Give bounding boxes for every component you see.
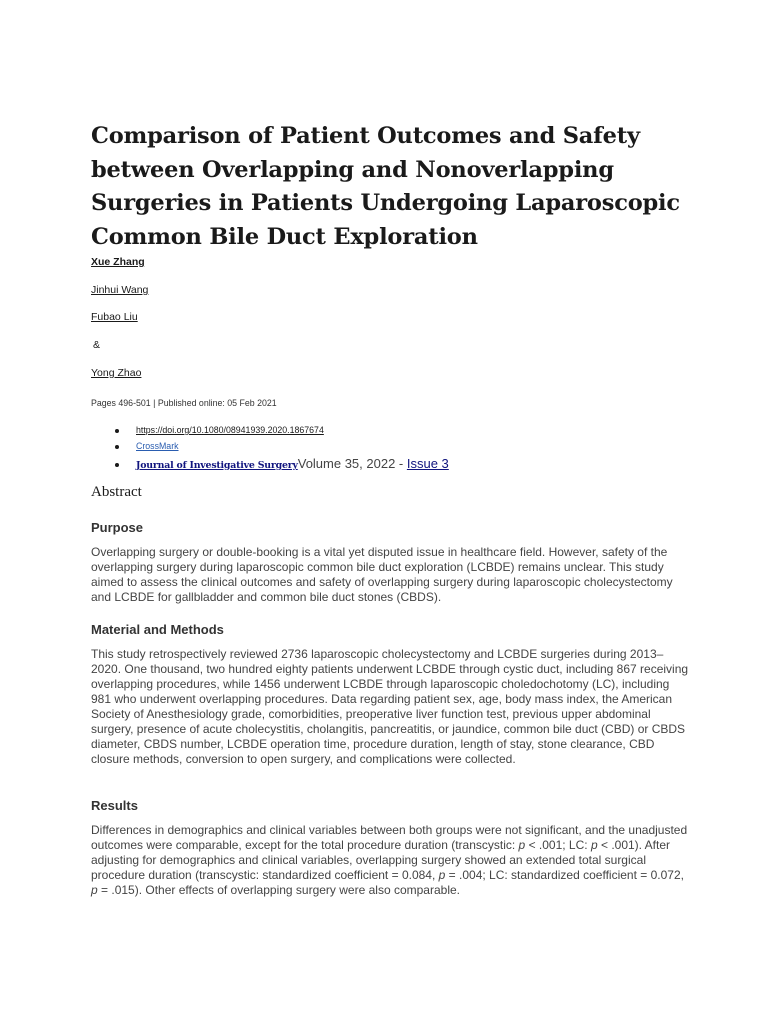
issue-link[interactable]: Issue 3 (406, 456, 449, 471)
author-link-fubao-liu[interactable]: Fubao Liu (91, 311, 138, 323)
methods-text: This study retrospectively reviewed 2736 laparoscopic cholecystectomy and LCBDE surgeries during 2013–2020. One thousand, two hundred eighty patients underwent LCBDE through cystic duct, including 867 receiving overlapping procedures, while 1456 underwent LCBDE through laparoscopic choledochotomy (LC), including 981 who underwent overlapping procedures. Data regarding patient sex, age, body mass index, the American Society of Anesthesiology grade, comorbidities, preoperative liver function test, previous upper abdominal surgery, presence of acute cholecystitis, cholangitis, pancreatitis, or jaundice, common bile duct (CBD) or CBDS diameter, CBDS number, LCBDE operation time, procedure duration, length of stay, stone clearance, CBD closure methods, conversion to open surgery, and complications were collected. (91, 647, 689, 766)
methods-heading: Material and Methods (91, 622, 224, 637)
purpose-text: Overlapping surgery or double-booking is a vital yet disputed issue in healthcare field. However, safety of the overlapping surgery during laparoscopic common bile duct exploration (LCBDE) remains unclear. This study aimed to assess the clinical outcomes and safety of overlapping surgery during laparoscopic cholecystectomy and LCBDE for gallbladder and common bile duct stones (CBDS). (91, 545, 673, 604)
article-title: Comparison of Patient Outcomes and Safety between Overlapping and Nonoverlapping Surgeries in Patients Undergoing Laparoscopic Common Bile Duct Exploration (91, 123, 680, 250)
author-link-xue-zhang[interactable]: Xue Zhang (91, 256, 145, 268)
results-heading: Results (91, 798, 138, 813)
author-link-yong-zhao[interactable]: Yong Zhao (91, 367, 142, 379)
results-text: Differences in demographics and clinical variables between both groups were not significant, and the unadjusted outcomes were comparable, except for the total procedure duration (transcystic: p < .001; LC: p < .001). After adjusting for demographics and clinical variables, overlapping surgery showed an extended total surgical procedure duration (transcystic: standardized coefficient = 0.084, p = .004; LC: standardized coefficient = 0.072, p = .015). Other effects of overlapping surgery were also comparable. (91, 823, 688, 897)
purpose-heading: Purpose (91, 520, 144, 535)
author-separator: & (93, 339, 101, 351)
article-links-list (91, 422, 691, 474)
volume-text: Volume 35, 2022 - (297, 456, 407, 471)
doi-list-item (91, 422, 691, 439)
doi-link[interactable]: https://doi.org/10.1080/08941939.2020.1867674 (136, 425, 324, 435)
crossmark-list-item (91, 439, 691, 454)
abstract-heading: Abstract (91, 484, 142, 500)
author-link-jinhui-wang[interactable]: Jinhui Wang (91, 284, 149, 296)
publication-meta: Pages 496-501 | Published online: 05 Feb 2021 (91, 398, 277, 408)
journal-list-item (91, 454, 691, 474)
crossmark-link[interactable]: CrossMark (136, 441, 179, 451)
journal-link[interactable]: Journal of Investigative Surgery (136, 460, 298, 471)
